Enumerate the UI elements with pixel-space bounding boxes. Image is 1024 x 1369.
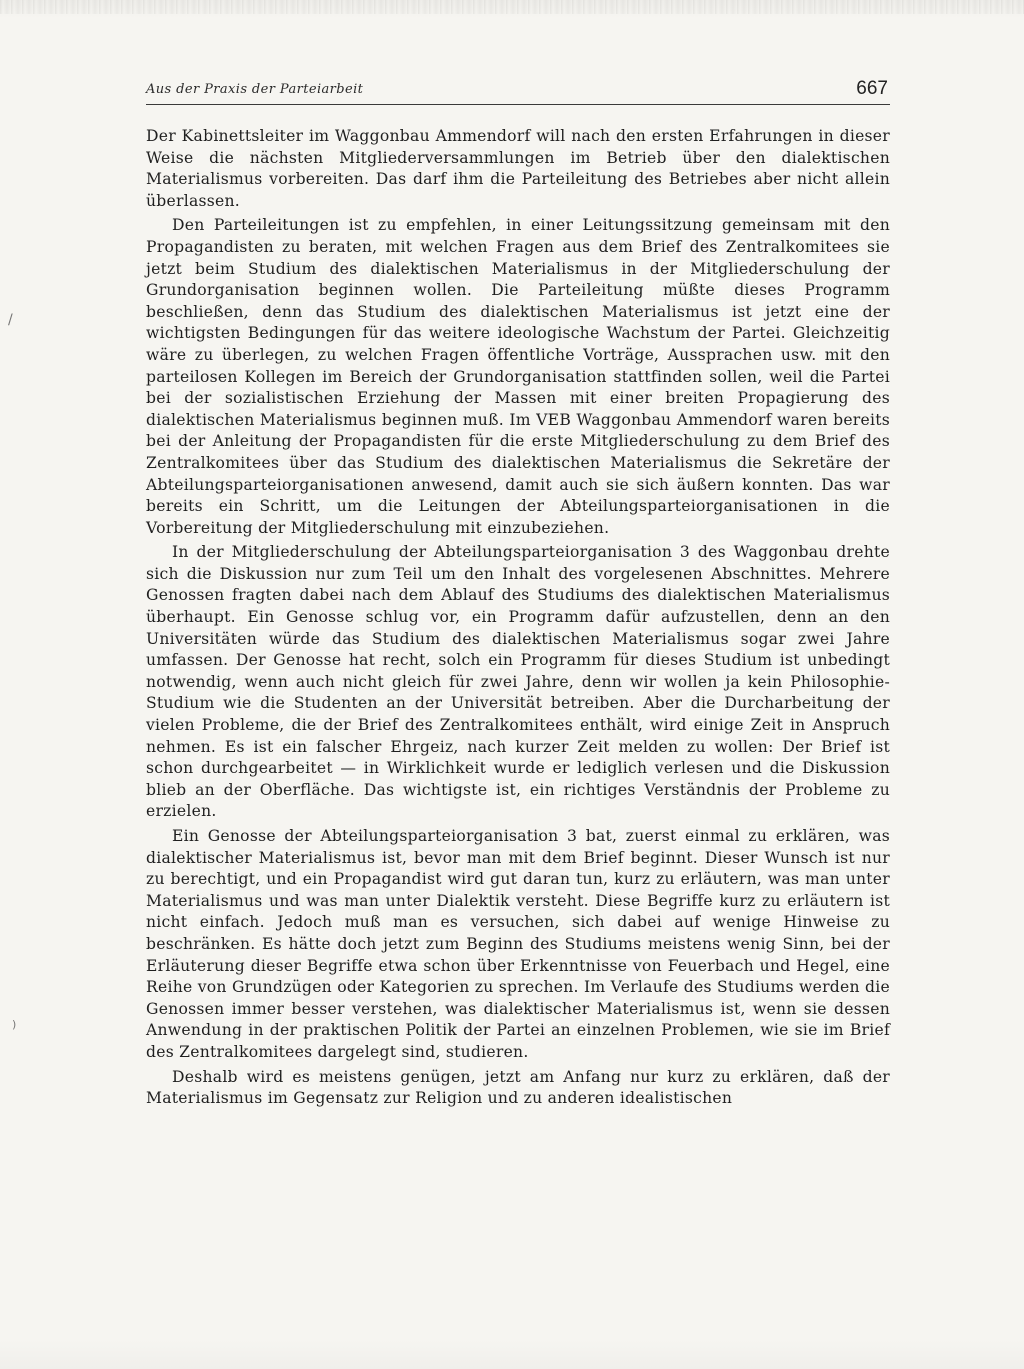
article-body <box>146 126 890 1113</box>
paragraph: In der Mitgliederschulung der Abteilungsparteiorganisation 3 des Waggonbau drehte sich die Diskussion nur zum Teil um den Inhalt des vorgelesenen Abschnittes. Mehrere Genossen fragten dabei nach dem Ablauf des Studiums des dialektischen Materialismus überhaupt. Ein Genosse schlug vor, ein Programm dafür aufzustellen, denn an den Universitäten würde das Studium des dialektischen Materialismus sogar zwei Jahre umfassen. Der Genosse hat recht, solch ein Programm für dieses Studium ist unbedingt notwendig, wenn auch nicht gleich für zwei Jahre, denn wir wollen ja kein Philosophie-Studium wie die Studenten an der Universität betreiben. Aber die Durcharbeitung der vielen Probleme, die der Brief des Zentralkomitees enthält, wird einige Zeit in Anspruch nehmen. Es ist ein falscher Ehrgeiz, nach kurzer Zeit melden zu wollen: Der Brief ist schon durchgearbeitet — in Wirklichkeit wurde er lediglich verlesen und die Diskussion blieb an der Oberfläche. Das wichtigste ist, ein richtiges Verständnis der Probleme zu erzielen. <box>146 543 890 821</box>
paragraph: Der Kabinettsleiter im Waggonbau Ammendorf will nach den ersten Erfahrungen in dieser Weise die nächsten Mitgliederversammlungen im Betrieb über den dialektischen Materialismus vorbereiten. Das darf ihm die Parteileitung des Betriebes aber nicht allein überlassen. <box>146 127 890 210</box>
paragraph: Ein Genosse der Abteilungsparteiorganisation 3 bat, zuerst einmal zu erklären, was dialektischer Materialismus ist, bevor man mit dem Brief beginnt. Dieser Wunsch ist nur zu berechtigt, und ein Propagandist wird gut daran tun, kurz zu erläutern, was man unter Materialismus und was man unter Dialektik versteht. Diese Begriffe kurz zu erläutern ist nicht einfach. Jedoch muß man es versuchen, sich dabei auf wenige Hinweise zu beschränken. Es hätte doch jetzt zum Beginn des Studiums meistens wenig Sinn, bei der Erläuterung dieser Begriffe etwa schon über Erkenntnisse von Feuerbach und Hegel, eine Reihe von Grundzügen oder Kategorien zu sprechen. Im Verlaufe des Studiums werden die Genossen immer besser verstehen, was dialektischer Materialismus ist, wenn sie dessen Anwendung in der praktischen Politik der Partei an einzelnen Problemen, wie sie im Brief des Zentralkomitees dargelegt sind, studieren. <box>146 827 890 1061</box>
running-header <box>146 80 888 104</box>
paragraph: Deshalb wird es meistens genügen, jetzt am Anfang nur kurz zu erklären, daß der Materialismus im Gegensatz zur Religion und zu anderen idealistischen <box>146 1067 890 1108</box>
margin-mark: / <box>8 312 13 328</box>
scan-edge <box>0 0 1024 14</box>
header-rule <box>146 104 890 105</box>
paragraph: Den Parteileitungen ist zu empfehlen, in einer Leitungssitzung gemeinsam mit den Propagandisten zu beraten, mit welchen Fragen aus dem Brief des Zentralkomitees sie jetzt beim Studium des dialektischen Materialismus in der Mitgliederschulung der Grundorganisation beginnen wollen. Die Parteileitung müßte dieses Programm beschließen, denn das Studium des dialektischen Materialismus ist jetzt eine der wichtigsten Bedingungen für das weitere ideologische Wachstum der Partei. Gleichzeitig wäre zu überlegen, zu welchen Fragen öffentliche Vorträge, Aussprachen usw. mit den parteilosen Kollegen im Bereich der Grundorganisation stattfinden sollen, weil die Partei bei der sozialistischen Erziehung der Massen mit einer breiten Propagierung des dialektischen Materialismus beginnen muß. Im VEB Waggonbau Ammendorf waren bereits bei der Anleitung der Propagandisten für die erste Mitgliederschulung zu dem Brief des Zentralkomitees über das Studium des dialektischen Materialismus die Sekretäre der Abteilungsparteiorganisationen anwesend, damit auch sie sich äußern konnten. Das war bereits ein Schritt, um die Leitungen der Abteilungsparteiorganisationen in die Vorbereitung der Mitgliederschulung mit einzubeziehen. <box>146 216 890 537</box>
running-title: Aus der Praxis der Parteiarbeit <box>146 82 364 97</box>
margin-mark: ) <box>12 1018 17 1031</box>
page-number: 667 <box>856 78 888 99</box>
